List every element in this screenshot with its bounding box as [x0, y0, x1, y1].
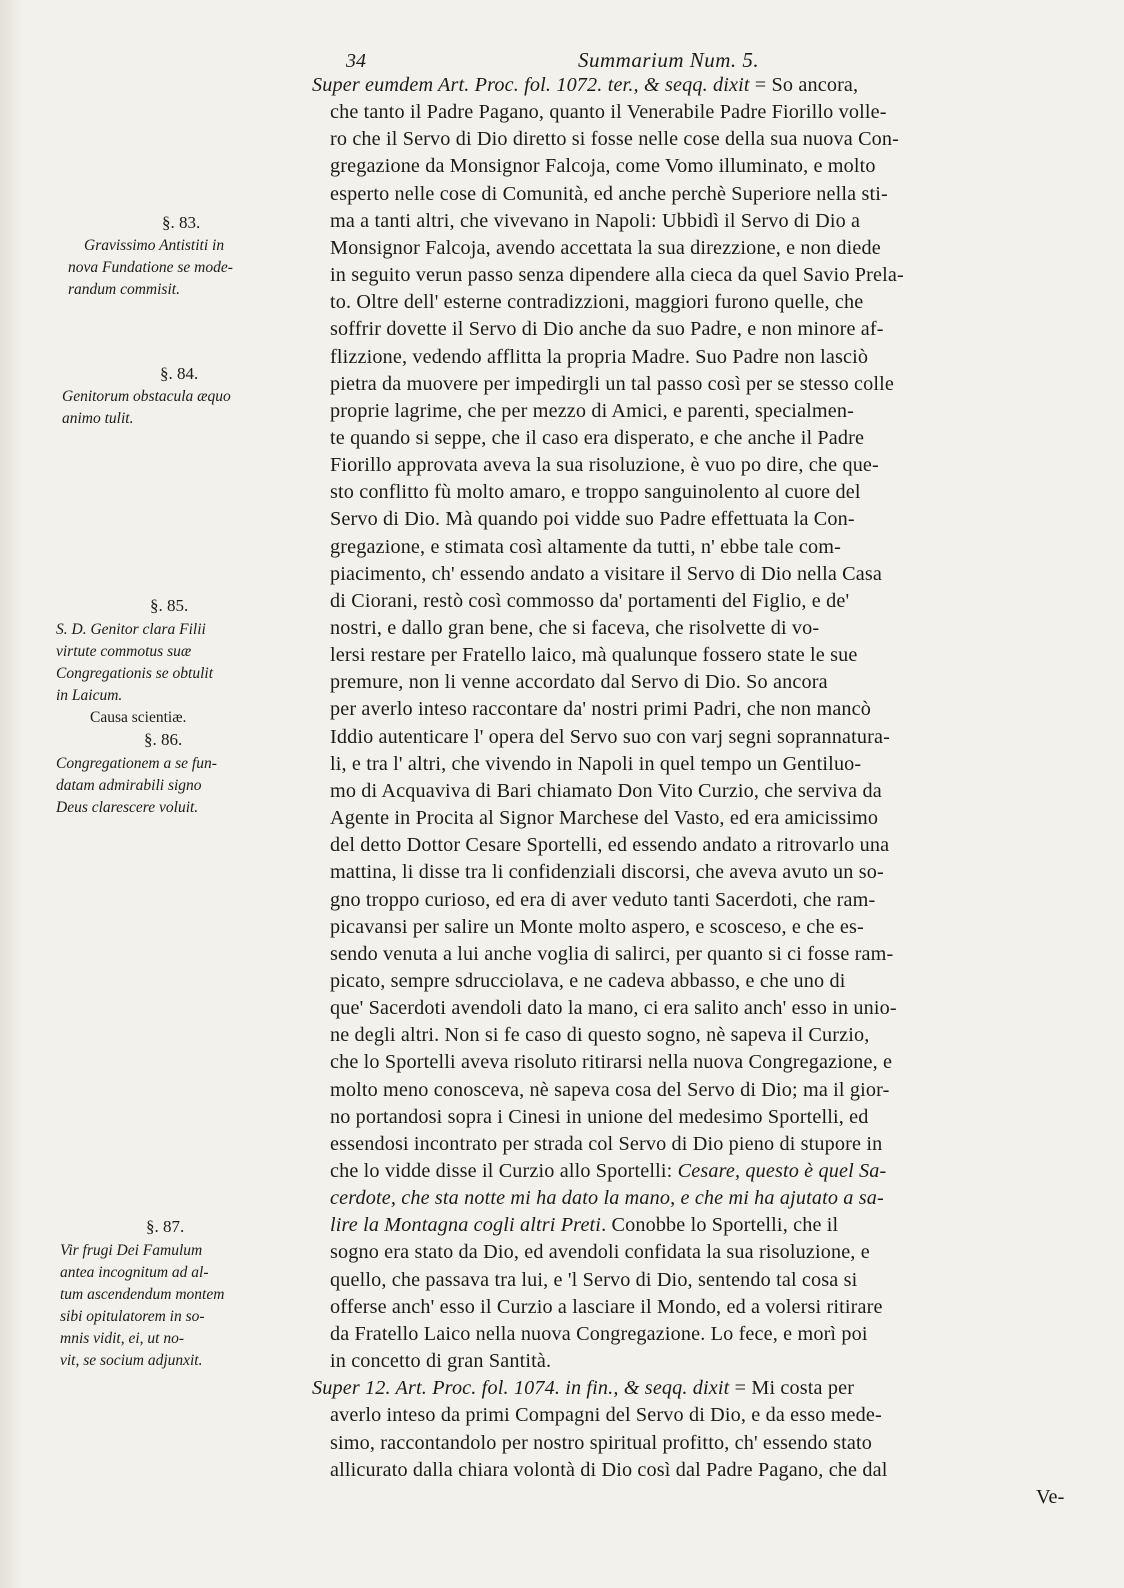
text-segment: to. Oltre dell' esterne contradizzioni, maggiori furono quelle, che [330, 291, 864, 314]
text-segment: ro che il Servo di Dio diretto si fosse nelle cose della sua nuova Con- [330, 128, 900, 151]
text-line [330, 126, 899, 152]
margin-note-line: Genitorum obstacula æquo [62, 388, 231, 405]
text-line [312, 72, 858, 98]
text-segment: = Mi costa per [729, 1377, 855, 1400]
text-line [330, 1267, 857, 1293]
margin-note-line: virtute commotus suæ [56, 643, 192, 660]
text-segment: gregazione da Monsignor Falcoja, come Vomo illuminato, e molto [330, 155, 876, 178]
text-line [330, 534, 841, 560]
text-line [330, 642, 857, 668]
text-segment: flizzione, vedendo afflitta la propria Madre. Suo Padre non lasciò [330, 345, 869, 368]
margin-note-line: Causa scientiæ. [90, 709, 187, 726]
text-segment: offerse anch' esso il Curzio a lasciare il Mondo, ed a volersi ritirare [330, 1295, 883, 1318]
italic-text-segment: cerdote, che sta notte mi ha dato la mano, e che mi ha ajutato a sa- [330, 1187, 884, 1210]
text-segment: sto conflitto fù molto amaro, e troppo sanguinolento al cuore del [330, 481, 861, 504]
text-segment: gregazione, e stimata così altamente da tutti, n' ebbe tale com- [330, 535, 841, 558]
text-line [330, 1022, 869, 1048]
text-line [330, 208, 860, 234]
text-segment: quello, che passava tra lui, e 'l Servo di Dio, sentendo tal cosa si [330, 1268, 858, 1291]
italic-text-segment: Super eumdem Art. Proc. fol. 1072. ter., & seqq. dixit [312, 74, 750, 96]
text-segment: gno troppo curioso, ed era di aver veduto tanti Sacerdoti, che ram- [330, 888, 876, 911]
margin-note-line: mnis vidit, ei, ut no- [60, 1330, 184, 1347]
text-segment: piacimento, ch' essendo andato a visitare il Servo di Dio nella Casa [330, 562, 883, 585]
text-segment: no portandosi sopra i Cinesi in unione del medesimo Sportelli, ed [330, 1105, 869, 1128]
text-line [330, 371, 894, 397]
text-segment: pietra da muovere per impedirgli un tal passo così per se stesso colle [330, 372, 895, 395]
margin-note-line: Deus clarescere voluit. [56, 799, 199, 816]
text-line [330, 452, 879, 478]
margin-note-line: vit, se socium adjunxit. [60, 1352, 203, 1369]
text-line [330, 859, 884, 885]
text-line [330, 914, 864, 940]
text-segment: Monsignor Falcoja, avendo accettata la sua direzzione, e non diede [330, 236, 881, 259]
text-line [330, 995, 897, 1021]
text-line [330, 262, 904, 288]
text-segment: averlo inteso da primi Compagni del Servo di Dio, e da esso mede- [330, 1404, 882, 1427]
running-title: Summarium Num. 5. [578, 48, 760, 72]
text-segment: essendosi incontrato per strada col Servo di Dio pieno di stupore in [330, 1132, 883, 1155]
margin-note-line: Vir frugi Dei Famulum [60, 1242, 203, 1259]
text-line [330, 1049, 892, 1075]
margin-note-line: Congregationis se obtulit [56, 665, 214, 682]
text-segment: di Ciorani, restò così commosso da' portamenti del Figlio, e de' [330, 589, 850, 612]
text-line [330, 316, 884, 342]
text-segment: soffrir dovette il Servo di Dio anche da suo Padre, e non minore af- [330, 318, 884, 341]
text-segment: lersi restare per Fratello laico, mà qualunque fossero state le sue [330, 644, 858, 667]
text-line [330, 832, 889, 858]
margin-note-line: animo tulit. [62, 410, 134, 427]
text-segment: che lo Sportelli aveva risoluto ritirarsi nella nuova Congregazione, e [330, 1051, 893, 1074]
text-line [330, 479, 861, 505]
text-segment: per averlo inteso raccontare da' nostri primi Padri, che non mancò [330, 698, 872, 721]
text-segment: nostri, e dallo gran bene, che si faceva, che risolvette di vo- [330, 617, 820, 639]
text-line [330, 561, 882, 587]
margin-note-line: nova Fundatione se mode- [68, 259, 233, 276]
text-line [330, 751, 861, 777]
text-segment: . Conobbe lo Sportelli, che il [601, 1214, 839, 1237]
margin-note-section-number: §. 85. [150, 596, 189, 615]
text-line [330, 968, 845, 994]
text-line [330, 778, 882, 804]
text-segment: da Fratello Laico nella nuova Congregazione. Lo fece, e morì poi [330, 1322, 868, 1345]
text-segment: Servo di Dio. Mà quando poi vidde suo Padre effettuata la Con- [330, 508, 855, 531]
italic-text-segment: Super 12. Art. Proc. fol. 1074. in fin., & seqq. dixit [312, 1377, 730, 1400]
italic-text-segment: Cesare, questo è quel Sa- [677, 1160, 887, 1182]
text-line [330, 1131, 882, 1157]
text-segment: che lo vidde disse il Curzio allo Sportelli: [330, 1160, 678, 1182]
text-line [330, 1239, 870, 1265]
text-line [330, 425, 864, 451]
text-segment: premure, non li venne accordato dal Servo di Dio. So ancora [330, 671, 828, 694]
text-line [330, 1294, 883, 1320]
text-line [330, 1348, 551, 1374]
text-line [330, 1321, 868, 1347]
margin-note-line: randum commisit. [68, 281, 180, 298]
text-segment: in seguito verun passo senza dipendere alla cieca da quel Savio Prela- [330, 264, 904, 287]
text-segment: proprie lagrime, che per mezzo di Amici, e parenti, specialmen- [330, 399, 855, 422]
text-segment: ma a tanti altri, che vivevano in Napoli: Ubbidì il Servo di Dio a [330, 209, 861, 232]
text-segment: que' Sacerdoti avendoli dato la mano, ci era salito anch' esso in unio- [330, 997, 897, 1020]
text-line [330, 941, 893, 967]
text-line [330, 1158, 886, 1184]
text-segment: Ve- [1036, 1485, 1065, 1508]
text-line [330, 615, 819, 641]
margin-note-line: datam admirabili signo [56, 777, 202, 794]
text-line [330, 887, 875, 913]
text-line [330, 289, 863, 315]
text-line [330, 344, 868, 370]
text-line [330, 724, 890, 750]
text-segment: allicurato dalla chiara volontà di Dio così dal Padre Pagano, che dal [330, 1458, 888, 1481]
margin-note-line: sibi opitulatorem in so- [60, 1308, 205, 1325]
text-segment: molto meno conosceva, nè sapeva cosa del Servo di Dio; ma il gior- [330, 1078, 890, 1101]
page-number: 34 [346, 50, 366, 72]
text-line [330, 805, 878, 831]
text-line [330, 1077, 889, 1103]
text-segment: mo di Acquaviva di Bari chiamato Don Vito Curzio, che serviva da [330, 779, 882, 802]
margin-note-line: Congregationem a se fun- [56, 755, 217, 772]
text-line [330, 235, 881, 261]
text-line [330, 1185, 884, 1211]
margin-note-section-number: §. 83. [162, 213, 201, 232]
text-line [1036, 1484, 1064, 1510]
text-line [312, 1375, 854, 1401]
text-segment: = So ancora, [749, 74, 859, 96]
page-header [340, 42, 840, 74]
margin-note-line: Gravissimo Antistiti in [84, 237, 225, 254]
text-line [330, 696, 871, 722]
text-line [330, 506, 855, 532]
margin-note-section-number: §. 87. [146, 1217, 185, 1236]
text-segment: mattina, li disse tra li confidenziali discorsi, che aveva avuto un so- [330, 861, 884, 884]
margin-note-line: tum ascendendum montem [60, 1286, 225, 1303]
margin-note-section-number: §. 86. [144, 730, 183, 749]
margin-note-line: antea incognitum ad al- [60, 1264, 209, 1281]
text-segment: in concetto di gran Santità. [330, 1350, 552, 1373]
text-segment: Agente in Procita al Signor Marchese del Vasto, ed era amicissimo [330, 807, 879, 830]
italic-text-segment: lire la Montagna cogli altri Preti [330, 1214, 602, 1237]
margin-note-line: S. D. Genitor clara Filii [56, 621, 206, 638]
text-line [330, 153, 876, 179]
text-segment: li, e tra l' altri, che vivendo in Napoli in quel tempo un Gentiluo- [330, 752, 862, 775]
text-segment: che tanto il Padre Pagano, quanto il Venerabile Padre Fiorillo volle- [330, 101, 887, 124]
text-segment: esperto nelle cose di Comunità, ed anche perchè Superiore nella sti- [330, 182, 888, 205]
text-line [330, 99, 887, 125]
page-gutter-shadow [0, 0, 22, 1588]
margin-note-line: in Laicum. [56, 687, 123, 704]
text-segment: ne degli altri. Non si fe caso di questo sogno, nè sapeva il Curzio, [330, 1024, 870, 1047]
text-line [330, 181, 888, 207]
text-segment: Fiorillo approvata aveva la sua risoluzione, è vuo po dire, che que- [330, 454, 879, 477]
text-line [330, 1457, 887, 1483]
text-line [330, 1212, 838, 1238]
text-segment: sogno era stato da Dio, ed avendoli confidata la sua risoluzione, e [330, 1241, 870, 1264]
text-line [330, 1402, 882, 1428]
text-line [330, 1104, 868, 1130]
text-line [330, 669, 828, 695]
text-line [330, 1430, 872, 1456]
text-segment: del detto Dottor Cesare Sportelli, ed essendo andato a ritrovarlo una [330, 834, 890, 857]
text-segment: picavansi per salire un Monte molto aspero, e scosceso, e che es- [330, 915, 864, 938]
text-segment: sendo venuta a lui anche voglia di salirci, per quanto si ci fosse ram- [330, 942, 894, 965]
text-segment: picato, sempre sdrucciolava, e ne cadeva abbasso, e che uno di [330, 969, 846, 992]
text-segment: simo, raccontandolo per nostro spiritual profitto, ch' essendo stato [330, 1431, 872, 1454]
text-line [330, 588, 849, 614]
margin-note-section-number: §. 84. [160, 364, 199, 383]
text-line [330, 398, 854, 424]
text-segment: te quando si seppe, che il caso era disperato, e che anche il Padre [330, 426, 865, 449]
text-segment: Iddio autenticare l' opera del Servo suo con varj segni soprannatura- [330, 725, 890, 748]
